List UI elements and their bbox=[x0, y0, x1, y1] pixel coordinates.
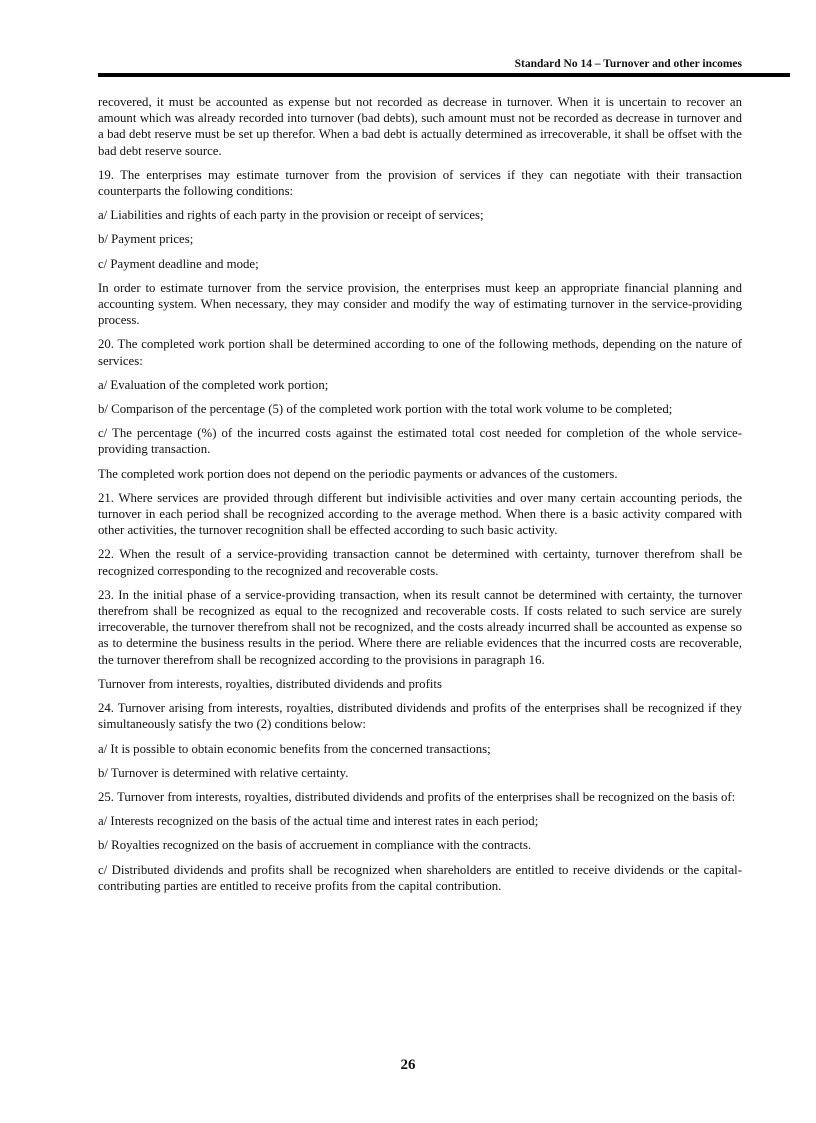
paragraph-continuation: recovered, it must be accounted as expense but not recorded as decrease in turnover. When it is uncertain to recover an amount which was already recorded into turnover (bad debts), such amount must not be recorded as decrease in turnover and a bad debt reserve must be set up therefor. When a bad debt is actually determined as irrecoverable, it shall be offset with the bad debt reserve source. bbox=[98, 95, 742, 158]
paragraph-24-item-a: a/ It is possible to obtain economic benefits from the concerned transactions; bbox=[98, 741, 491, 756]
page-number: 26 bbox=[400, 1057, 416, 1073]
header-rule bbox=[98, 73, 790, 77]
paragraph-19-item-b: b/ Payment prices; bbox=[98, 232, 194, 247]
paragraph-20-item-a: a/ Evaluation of the completed work portion; bbox=[98, 377, 329, 392]
paragraph-25: 25. Turnover from interests, royalties, distributed dividends and profits of the enterprises shall be recognized on the basis of: bbox=[98, 789, 736, 804]
paragraph-25-item-c: c/ Distributed dividends and profits shall be recognized when shareholders are entitled to receive dividends or the capital-contributing parties are entitled to receive profits from the capital contribution. bbox=[98, 862, 742, 893]
paragraph-21: 21. Where services are provided through different but indivisible activities and over many certain accounting periods, the turnover in each period shall be recognized according to the average method. When there is a basic activity compared with other activities, the turnover recognition shall be effected according to such basic activity. bbox=[98, 490, 742, 538]
paragraph-20-item-c: c/ The percentage (%) of the incurred costs against the estimated total cost needed for completion of the whole service-providing transaction. bbox=[98, 426, 742, 457]
paragraph-19-note: In order to estimate turnover from the service provision, the enterprises must keep an appropriate financial planning and accounting system. When necessary, they may consider and modify the way of estimating turnover in the service-providing process. bbox=[98, 280, 742, 328]
paragraph-24: 24. Turnover arising from interests, royalties, distributed dividends and profits of the enterprises shall be recognized if they simultaneously satisfy the two (2) conditions below: bbox=[98, 701, 742, 732]
paragraph-22: 22. When the result of a service-providing transaction cannot be determined with certainty, turnover therefrom shall be recognized corresponding to the recognized and recoverable costs. bbox=[98, 547, 742, 578]
paragraph-25-item-a: a/ Interests recognized on the basis of the actual time and interest rates in each period; bbox=[98, 814, 539, 829]
paragraph-24-item-b: b/ Turnover is determined with relative certainty. bbox=[98, 765, 349, 780]
paragraph-19-item-c: c/ Payment deadline and mode; bbox=[98, 256, 259, 271]
paragraph-19-item-a: a/ Liabilities and rights of each party in the provision or receipt of services; bbox=[98, 208, 484, 223]
paragraph-25-item-b: b/ Royalties recognized on the basis of accruement in compliance with the contracts. bbox=[98, 838, 532, 853]
paragraph-20: 20. The completed work portion shall be determined according to one of the following methods, depending on the nature of services: bbox=[98, 337, 742, 368]
paragraph-20-note: The completed work portion does not depend on the periodic payments or advances of the customers. bbox=[98, 466, 618, 481]
section-heading: Turnover from interests, royalties, distributed dividends and profits bbox=[98, 676, 442, 691]
paragraph-20-item-b: b/ Comparison of the percentage (5) of the completed work portion with the total work volume to be completed; bbox=[98, 402, 673, 417]
document-body bbox=[98, 94, 742, 902]
paragraph-19: 19. The enterprises may estimate turnover from the provision of services if they can negotiate with their transaction counterparts the following conditions: bbox=[98, 167, 742, 199]
paragraph-23: 23. In the initial phase of a service-providing transaction, when its result cannot be determined with certainty, the turnover therefrom shall be recognized as equal to the recognized and recoverable costs. If costs related to such service are surely irrecoverable, the turnover therefrom shall not be recognized, and the costs already incurred shall be accounted as expense so as to determine the business results in the period. Where there are reliable evidences that the incurred costs are recoverable, the turnover therefrom shall be recognized according to the provisions in paragraph 16. bbox=[98, 587, 742, 667]
page-header-title: Standard No 14 – Turnover and other incomes bbox=[514, 58, 742, 70]
